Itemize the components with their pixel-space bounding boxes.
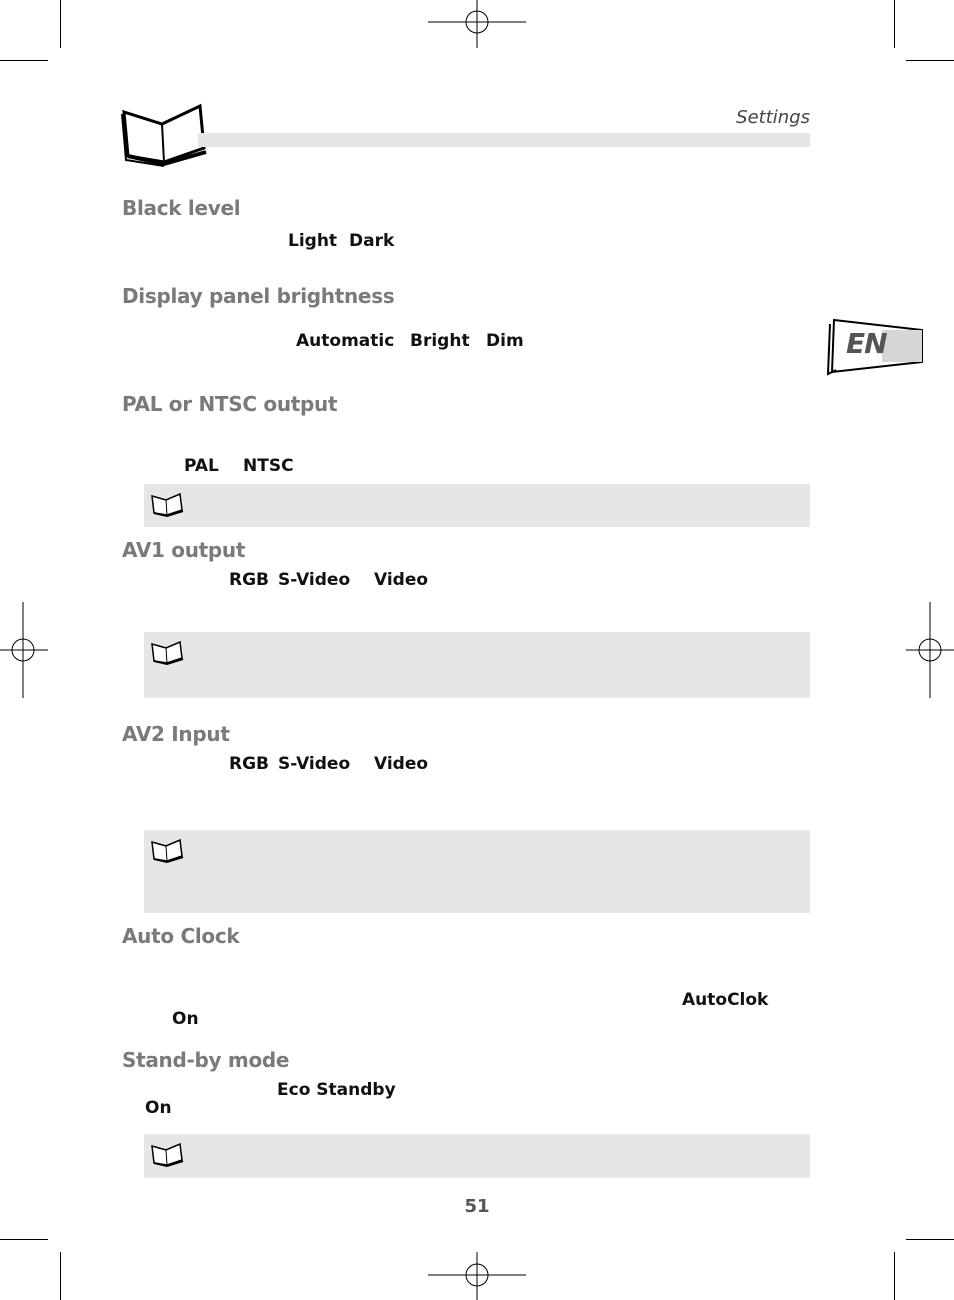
section-heading-auto-clock: Auto Clock xyxy=(122,924,240,948)
crop-mark xyxy=(906,60,954,61)
option-dark: Dark xyxy=(349,231,395,251)
option-light: Light xyxy=(288,231,338,251)
option-s-video: S-Video xyxy=(278,754,351,774)
book-icon xyxy=(150,492,184,518)
registration-mark-icon xyxy=(428,1252,526,1300)
header-title: Settings xyxy=(736,107,810,128)
page-number: 51 xyxy=(464,1196,490,1217)
section-heading-pal-ntsc: PAL or NTSC output xyxy=(122,392,338,416)
section-heading-standby: Stand-by mode xyxy=(122,1048,290,1072)
book-icon xyxy=(150,640,184,666)
section-heading-av2: AV2 Input xyxy=(122,722,230,746)
section-heading-display-brightness: Display panel brightness xyxy=(122,284,395,308)
book-icon xyxy=(150,838,184,864)
note-box xyxy=(144,1134,810,1178)
crop-mark xyxy=(906,1239,954,1240)
note-box xyxy=(144,484,810,527)
note-box xyxy=(144,632,810,698)
option-rgb: RGB xyxy=(229,570,270,590)
option-autoclok: AutoClok xyxy=(682,990,769,1010)
note-box xyxy=(144,830,810,913)
crop-mark xyxy=(60,1252,61,1300)
registration-mark-icon xyxy=(428,0,526,48)
language-tab-label: EN xyxy=(846,327,887,360)
registration-mark-icon xyxy=(0,602,48,698)
header-bar xyxy=(198,133,810,147)
option-on: On xyxy=(172,1009,199,1029)
option-s-video: S-Video xyxy=(278,570,351,590)
crop-mark xyxy=(894,0,895,48)
option-eco-standby: Eco Standby xyxy=(277,1080,396,1100)
crop-mark xyxy=(60,0,61,48)
book-icon xyxy=(150,1142,184,1168)
crop-mark xyxy=(894,1252,895,1300)
registration-mark-icon xyxy=(906,602,954,698)
crop-mark xyxy=(0,60,48,61)
book-icon xyxy=(118,100,210,168)
section-heading-av1: AV1 output xyxy=(122,538,246,562)
section-heading-black-level: Black level xyxy=(122,196,241,220)
option-ntsc: NTSC xyxy=(243,456,294,476)
option-bright: Bright xyxy=(410,331,470,351)
crop-mark xyxy=(0,1239,48,1240)
option-video: Video xyxy=(374,754,429,774)
option-dim: Dim xyxy=(486,331,524,351)
option-pal: PAL xyxy=(184,456,219,476)
option-automatic: Automatic xyxy=(296,331,395,351)
option-video: Video xyxy=(374,570,429,590)
option-on: On xyxy=(145,1098,172,1118)
option-rgb: RGB xyxy=(229,754,270,774)
